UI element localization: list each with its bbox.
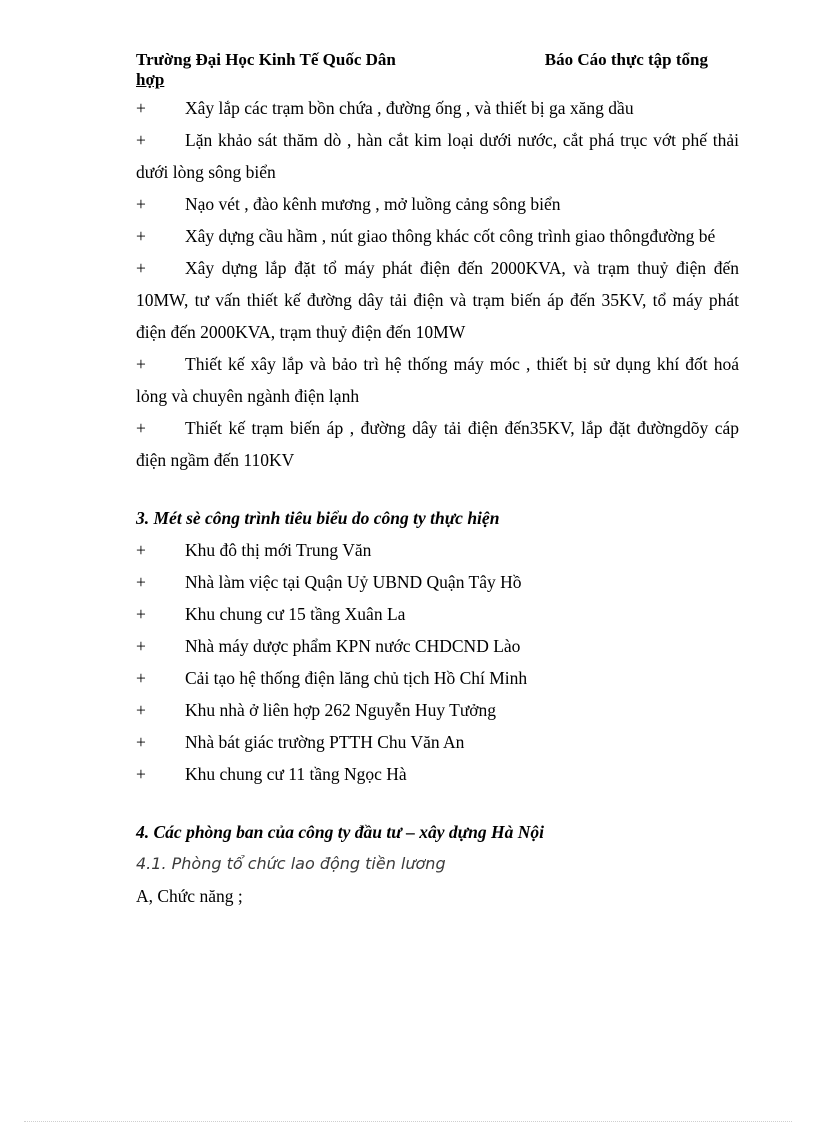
list-item xyxy=(136,694,739,726)
bullet: + xyxy=(136,354,146,374)
list-item xyxy=(136,124,739,188)
spacer xyxy=(136,790,739,816)
bullet: + xyxy=(136,258,146,278)
list-item xyxy=(136,188,739,220)
bullet: + xyxy=(136,98,146,118)
list-item xyxy=(136,662,739,694)
list-item-text: Nạo vét , đào kênh mương , mở luồng cảng sông biển xyxy=(185,194,561,214)
bullet: + xyxy=(136,540,146,560)
bullet: + xyxy=(136,418,146,438)
list-item-text: Xây dựng lắp đặt tổ máy phát điện đến 2000KVA, và trạm thuỷ điện đến 10MW, tư vấn thiết kế đường dây tải điện và trạm biến áp đến 35KV, tổ máy phát điện đến 2000KVA, trạm thuỷ điện đến 10MW xyxy=(136,258,739,342)
bullet: + xyxy=(136,226,146,246)
bullet: + xyxy=(136,732,146,752)
list-item-text: Nhà làm việc tại Quận Uỷ UBND Quận Tây Hồ xyxy=(185,572,522,592)
list-item xyxy=(136,598,739,630)
subsection-heading-4-1: 4.1. Phòng tổ chức lao động tiền lương xyxy=(136,854,446,873)
page-header xyxy=(136,50,708,90)
bullet: + xyxy=(136,636,146,656)
spacer xyxy=(136,476,739,502)
document-body xyxy=(136,92,739,912)
list-item-text: Khu chung cư 15 tầng Xuân La xyxy=(185,604,406,624)
section-heading-3: 3. Mét sè công trình tiêu biểu do công ty thực hiện xyxy=(136,508,500,528)
list-item xyxy=(136,566,739,598)
list-item xyxy=(136,726,739,758)
bullet: + xyxy=(136,194,146,214)
list-item-text: Xây lắp các trạm bồn chứa , đường ống , và thiết bị ga xăng dầu xyxy=(185,98,634,118)
list-item xyxy=(136,534,739,566)
list-item xyxy=(136,220,739,252)
bullet: + xyxy=(136,764,146,784)
list-item-text: Nhà máy dược phẩm KPN nước CHDCND Lào xyxy=(185,636,521,656)
paragraph: A, Chức năng ; xyxy=(136,886,243,906)
list-item xyxy=(136,92,739,124)
bullet: + xyxy=(136,700,146,720)
bullet: + xyxy=(136,604,146,624)
header-report-title: Báo Cáo thực tập tổng xyxy=(544,50,708,69)
bullet: + xyxy=(136,668,146,688)
list-item-text: Xây dựng cầu hầm , nút giao thông khác cốt công trình giao thôngđường bé xyxy=(185,226,716,246)
list-item-text: Khu đô thị mới Trung Văn xyxy=(185,540,372,560)
list-item xyxy=(136,252,739,348)
list-item-text: Khu nhà ở liên hợp 262 Nguyễn Huy Tưởng xyxy=(185,700,497,720)
list-item-text: Thiết kế xây lắp và bảo trì hệ thống máy móc , thiết bị sử dụng khí đốt hoá lỏng và chuyên ngành điện lạnh xyxy=(136,354,739,406)
page-bottom-border xyxy=(24,1121,792,1122)
list-item-text: Nhà bát giác trường PTTH Chu Văn An xyxy=(185,732,465,752)
bullet: + xyxy=(136,572,146,592)
list-item-text: Cải tạo hệ thống điện lăng chủ tịch Hồ Chí Minh xyxy=(185,668,528,688)
list-item xyxy=(136,412,739,476)
list-item xyxy=(136,630,739,662)
section-heading-4: 4. Các phòng ban của công ty đầu tư – xây dựng Hà Nội xyxy=(136,822,544,842)
list-item-text: Lặn khảo sát thăm dò , hàn cắt kim loại dưới nước, cắt phá trục vớt phế thải dưới lòng sông biển xyxy=(136,130,739,182)
list-item xyxy=(136,758,739,790)
list-item-text: Thiết kế trạm biến áp , đường dây tải điện đến35KV, lắp đặt đườngdõy cáp điện ngầm đến 110KV xyxy=(136,418,739,470)
header-school: Trường Đại Học Kinh Tế Quốc Dân xyxy=(136,50,396,69)
list-item xyxy=(136,348,739,412)
bullet: + xyxy=(136,130,146,150)
list-item-text: Khu chung cư 11 tầng Ngọc Hà xyxy=(185,764,407,784)
header-report-title-cont: hợp xyxy=(136,70,165,89)
